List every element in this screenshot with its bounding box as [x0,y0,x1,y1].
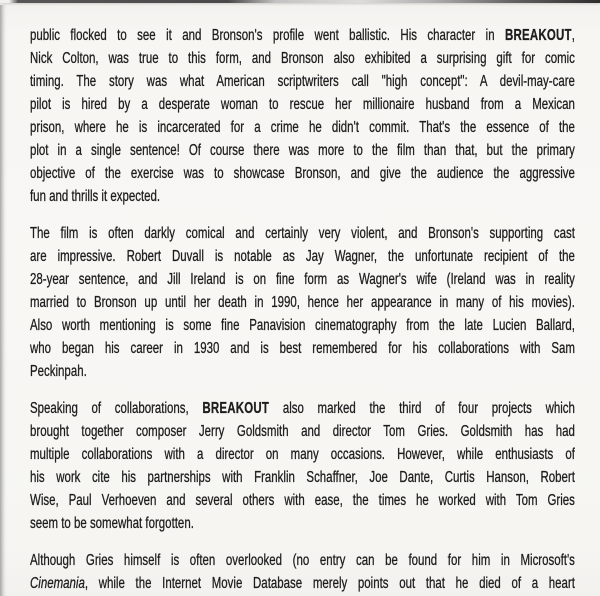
text-line: 28-year sentence, and Jill Ireland is on fine form as Wagner's wife (Ireland was in reality [30,271,575,288]
paragraph [30,24,575,208]
text-line: Cinemania, while the Internet Movie Database merely points out that he died of a heart [30,575,575,592]
text-line: multiple collaborations with a director on many occasions. However, while enthusiasts of [30,446,575,463]
text-line: fun and thrills it expected. [30,188,161,205]
text-line: public flocked to see it and Bronson's profile went ballistic. His character in BREAKOUT, [30,27,575,44]
text-line: who began his career in 1930 and is best remembered for his collaborations with Sam [30,340,575,357]
text-line: his work cite his partnerships with Franklin Schaffner, Joe Dante, Curtis Hanson, Robert [30,469,575,486]
text-line: timing. The story was what American scriptwriters call "high concept": A devil-may-care [30,73,575,90]
paragraph [30,549,575,595]
text-line: Also worth mentioning is some fine Panavision cinematography from the late Lucien Ballard, [30,317,575,334]
text-line: married to Bronson up until her death in 1990, hence her appearance in many of his movies). [30,294,575,311]
text-line: objective of the exercise was to showcase Bronson, and give the audience the aggressive [30,165,575,182]
text-line: prison, where he is incarcerated for a crime he didn't commit. That's the essence of the [30,119,575,136]
text-line: brought together composer Jerry Goldsmith and director Tom Gries. Goldsmith has had [30,423,575,440]
article-body [30,24,575,596]
text-line: Wise, Paul Verhoeven and several others with ease, the times he worked with Tom Gries [30,492,575,509]
text-line: Nick Colton, was true to this form, and Bronson also exhibited a surprising gift for comic [30,50,575,67]
text-line: Peckinpah. [30,363,87,380]
text-line: Although Gries himself is often overlooked (no entry can be found for him in Microsoft's [30,552,575,569]
text-line: Speaking of collaborations, BREAKOUT also marked the third of four projects which [30,400,575,417]
scan-edge-left [0,5,7,596]
text-line: are impressive. Robert Duvall is notable as Jay Wagner, the unfortunate recipient of the [30,248,575,265]
scan-edge-top [0,0,600,3]
text-line: The film is often darkly comical and certainly very violent, and Bronson's supporting cast [30,225,575,242]
paragraph [30,397,575,535]
text-line: pilot is hired by a desperate woman to rescue her millionaire husband from a Mexican [30,96,575,113]
text-line: seem to be somewhat forgotten. [30,515,194,532]
text-line: plot in a single sentence! Of course there was more to the film than that, but the primary [30,142,575,159]
paragraph [30,222,575,383]
